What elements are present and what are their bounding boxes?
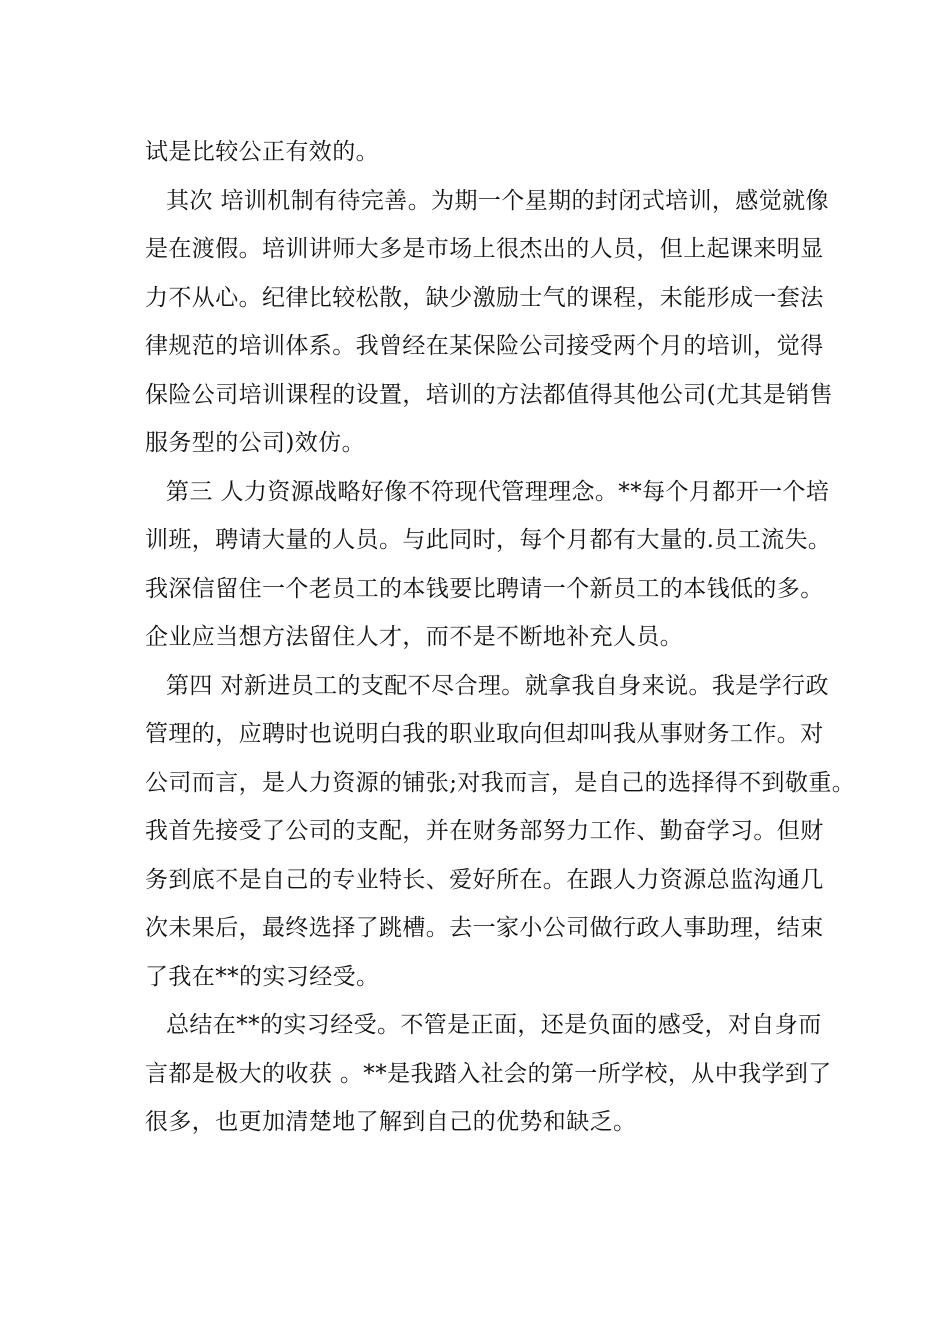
text-line: 管理的，应聘时也说明白我的职业取向但却叫我从事财务工作。对 bbox=[145, 721, 824, 747]
paragraph-fourth-point bbox=[145, 662, 856, 1002]
text-line: 保险公司培训课程的设置，培训的方法都值得其他公司(尤其是销售 bbox=[145, 381, 833, 408]
text-line: 务到底不是自己的专业特长、爱好所在。在跟人力资源总监沟通几 bbox=[145, 866, 824, 893]
text-line: 总结在**的实习经受。不管是正面，还是负面的感受，对自身而 bbox=[166, 1012, 822, 1038]
paragraph-summary bbox=[145, 1001, 832, 1147]
text-line: 我首先接受了公司的支配，并在财务部努力工作、勤奋学习。但财 bbox=[145, 818, 824, 844]
text-line: 是在渡假。培训讲师大多是市场上很杰出的人员，但上起课来明显 bbox=[145, 236, 824, 262]
paragraph-third-point bbox=[145, 468, 832, 662]
paragraph-second-point bbox=[145, 177, 833, 468]
text-line: 第四 对新进员工的支配不尽合理。就拿我自身来说。我是学行政 bbox=[166, 672, 829, 699]
text-line: 了我在**的实习经受。 bbox=[145, 963, 380, 990]
text-line: 第三 人力资源战略好像不符现代管理理念。**每个月都开一个培 bbox=[166, 478, 830, 505]
paragraph-intro-tail bbox=[145, 128, 825, 177]
text-line: 律规范的培训体系。我曾经在某保险公司接受两个月的培训，觉得 bbox=[145, 333, 824, 359]
text-line: 次未果后，最终选择了跳槽。去一家小公司做行政人事助理，结束 bbox=[145, 915, 824, 941]
text-line: 力不从心。纪律比较松散，缺少激励士气的课程，未能形成一套法 bbox=[145, 284, 824, 311]
text-line: 言都是极大的收获 。**是我踏入社会的第一所学校，从中我学到了 bbox=[145, 1060, 832, 1087]
document-body bbox=[145, 128, 856, 1147]
text-line: 企业应当想方法留住人才，而不是不断地补充人员。 bbox=[145, 624, 684, 650]
text-line: 其次 培训机制有待完善。为期一个星期的封闭式培训，感觉就像 bbox=[166, 187, 829, 214]
text-line: 公司而言，是人力资源的铺张;对我而言，是自己的选择得不到敬重。 bbox=[145, 769, 856, 796]
text-line: 我深信留住一个老员工的本钱要比聘请一个新员工的本钱低的多。 bbox=[145, 575, 824, 602]
text-line: 很多，也更加清楚地了解到自己的优势和缺乏。 bbox=[145, 1109, 637, 1135]
text-line: 试是比较公正有效的。 bbox=[145, 139, 379, 165]
text-line: 服务型的公司)效仿。 bbox=[145, 430, 365, 456]
text-line: 训班，聘请大量的人员。与此同时，每个月都有大量的.员工流失。 bbox=[145, 527, 832, 553]
